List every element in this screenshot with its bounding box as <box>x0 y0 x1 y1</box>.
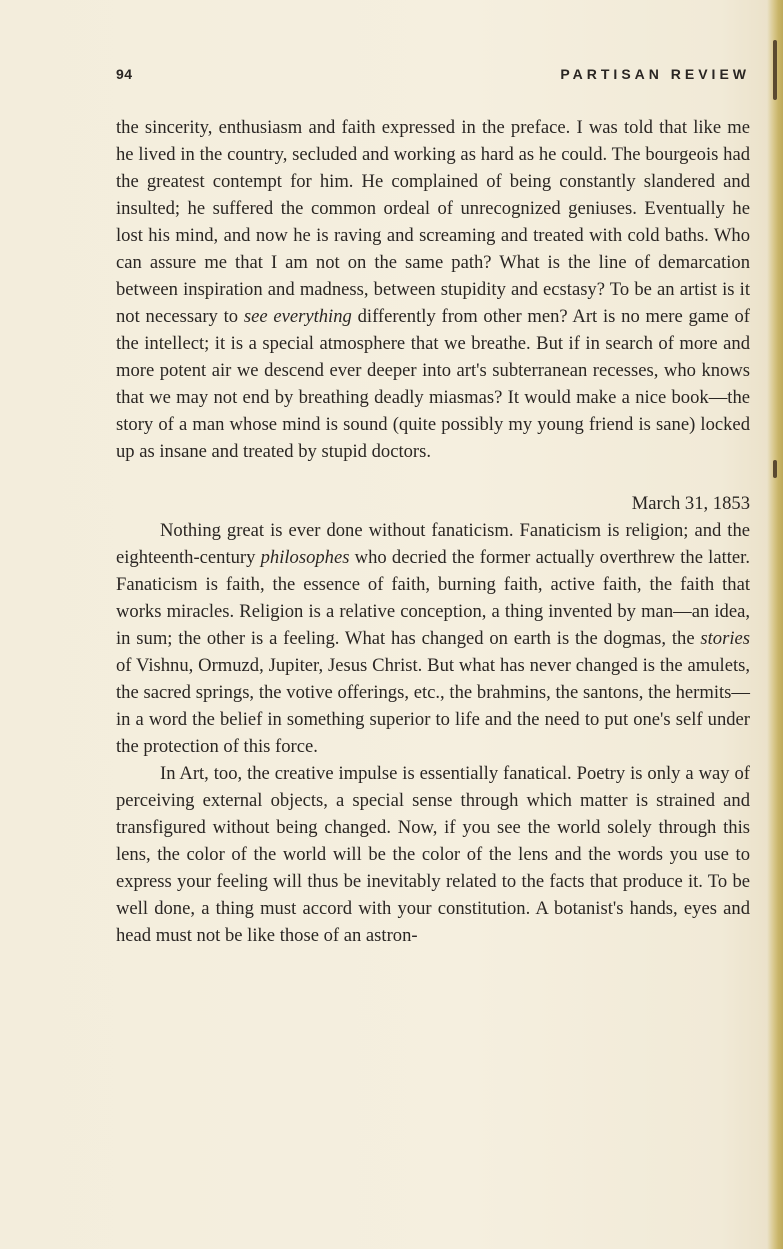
paragraph-text: differently from other men? Art is no mere game of the intellect; it is a special atmosphere that we breathe. But if in search of more and more potent air we descend ever deeper into art's subterranean recesses, who knows that we may not end by breathing deadly miasmas? It would make a nice book—the story of a man whose mind is sound (quite possibly my young friend is sane) locked up as insane and treated by stupid doctors. <box>116 306 751 462</box>
paragraph-text: of Vishnu, Ormuzd, Jupiter, Jesus Christ. But what has never changed is the amulets, the sacred springs, the votive offerings, etc., the brahmins, the santons, the hermits—in a word the belief in something superior to life and the need to put one's self under the protection of this force. <box>116 655 750 757</box>
paragraph-text: In Art, too, the creative impulse is essentially fanatical. Poetry is only a way of perceiving external objects, a special sense through which matter is strained and transfigured without being changed. Now, if you see the world solely through this lens, the color of the world will be the color of the lens and the words you use to express your feeling will thus be inevitably related to the facts that produce it. To be well done, a thing must accord with your constitution. A botanist's hands, eyes and head must not be like those of an astron- <box>116 763 750 946</box>
journal-title: PARTISAN REVIEW <box>560 66 750 82</box>
paragraph-1 <box>116 114 750 465</box>
italic-phrase: stories <box>700 628 750 649</box>
spine-shadow-mark <box>773 460 777 478</box>
book-spine-edge <box>767 0 783 1249</box>
spine-shadow-mark <box>773 40 777 100</box>
running-head <box>116 66 750 88</box>
paragraph-text: who decried the former actually overthrew the latter. Fanaticism is faith, the essence of faith, burning faith, active faith, the faith that works miracles. Religion is a relative conception, a thing invented by man—an idea, in sum; the other is a feeling. What has changed on earth is the dogmas, the <box>116 547 750 649</box>
italic-phrase: philosophes <box>260 547 350 568</box>
entry-date: March 31, 1853 <box>631 493 750 514</box>
paragraph-3 <box>116 760 750 949</box>
paragraph-text: Nothing great is ever done without fanaticism. Fanaticism is religion; and the eighteenth-century <box>116 520 750 568</box>
paragraph-2 <box>116 517 750 760</box>
body-text <box>116 114 750 949</box>
page-number: 94 <box>116 66 133 82</box>
italic-phrase: see everything <box>243 306 352 327</box>
paragraph-text: the sincerity, enthusiasm and faith expressed in the preface. I was told that like me he lived in the country, secluded and working as hard as he could. The bourgeois had the greatest contempt for him. He complained of being constantly slandered and insulted; he suffered the common ordeal of unrecognized geniuses. Eventually he lost his mind, and now he is raving and screaming and treated with cold baths. Who can assure me that I am not on the same path? What is the line of demarcation between inspiration and madness, between stupidity and ecstasy? To be an artist is it not necessary to <box>116 117 750 327</box>
